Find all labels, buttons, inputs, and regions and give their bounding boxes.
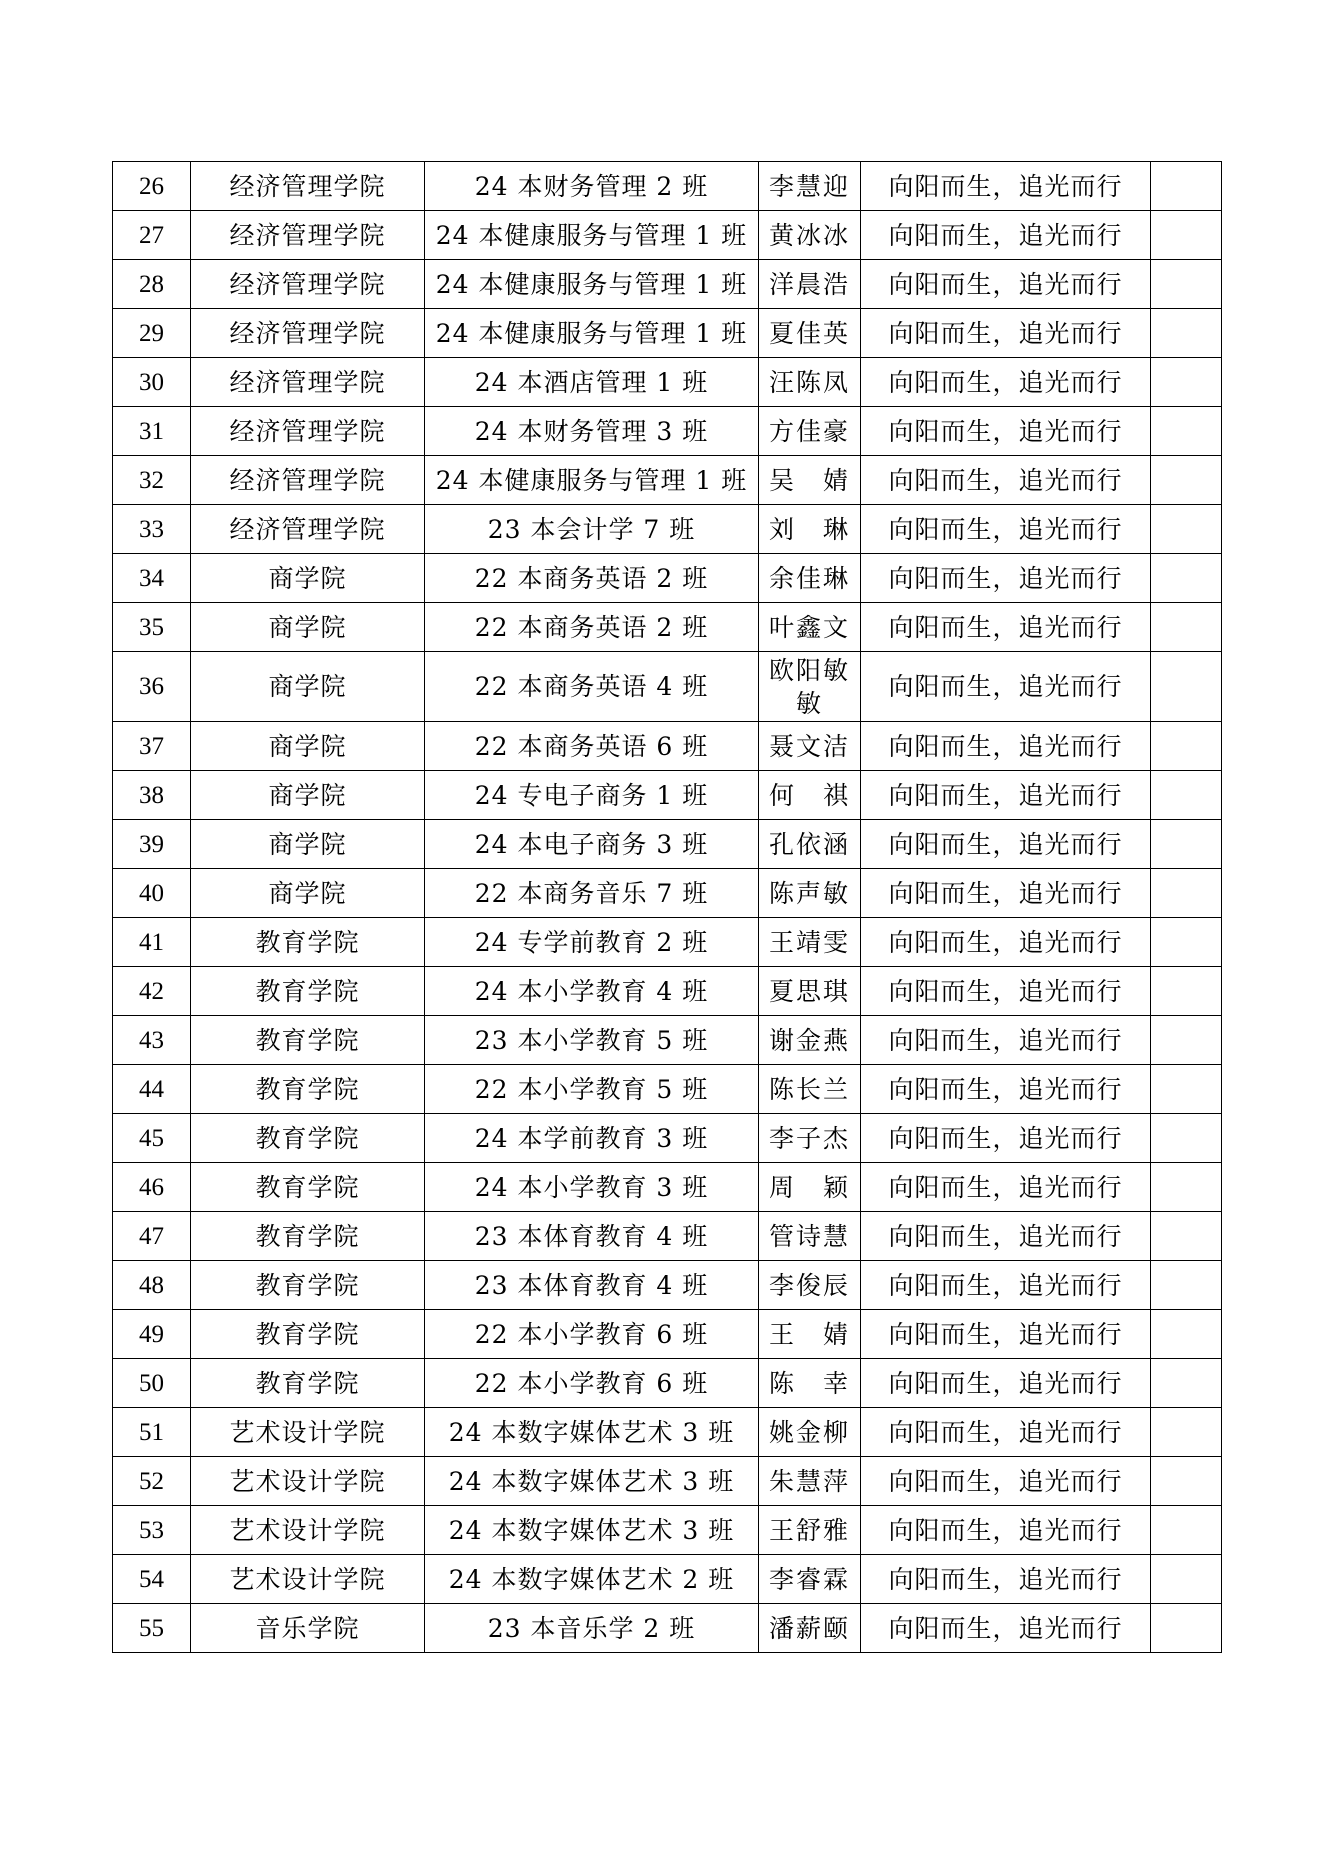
remark-cell: [1151, 456, 1222, 505]
student-name-cell: 李慧迎: [759, 162, 861, 211]
table-row: [113, 771, 1222, 820]
work-title-cell: 向阳而生，追光而行: [861, 1359, 1151, 1408]
remark-cell: [1151, 211, 1222, 260]
work-title-cell: 向阳而生，追光而行: [861, 652, 1151, 722]
class-cell: 24 本健康服务与管理 1 班: [425, 211, 759, 260]
college-cell: 商学院: [191, 722, 425, 771]
work-title-cell: 向阳而生，追光而行: [861, 1604, 1151, 1653]
row-number: 32: [113, 456, 191, 505]
work-title-cell: 向阳而生，追光而行: [861, 1261, 1151, 1310]
remark-cell: [1151, 722, 1222, 771]
class-cell: 22 本小学教育 5 班: [425, 1065, 759, 1114]
student-name-cell: 刘 琳: [759, 505, 861, 554]
row-number: 27: [113, 211, 191, 260]
row-number: 40: [113, 869, 191, 918]
row-number: 48: [113, 1261, 191, 1310]
table-row: [113, 1457, 1222, 1506]
class-cell: 24 本数字媒体艺术 3 班: [425, 1506, 759, 1555]
row-number: 53: [113, 1506, 191, 1555]
table-row: [113, 1506, 1222, 1555]
student-name-cell: 黄冰冰: [759, 211, 861, 260]
row-number: 54: [113, 1555, 191, 1604]
work-title-cell: 向阳而生，追光而行: [861, 1310, 1151, 1359]
row-number: 26: [113, 162, 191, 211]
remark-cell: [1151, 162, 1222, 211]
remark-cell: [1151, 1261, 1222, 1310]
table-row: [113, 918, 1222, 967]
class-cell: 22 本商务音乐 7 班: [425, 869, 759, 918]
student-name-cell: 孔依涵: [759, 820, 861, 869]
remark-cell: [1151, 309, 1222, 358]
row-number: 28: [113, 260, 191, 309]
class-cell: 24 专电子商务 1 班: [425, 771, 759, 820]
table-row: [113, 1359, 1222, 1408]
row-number: 38: [113, 771, 191, 820]
college-cell: 经济管理学院: [191, 505, 425, 554]
class-cell: 24 本酒店管理 1 班: [425, 358, 759, 407]
work-title-cell: 向阳而生，追光而行: [861, 771, 1151, 820]
remark-cell: [1151, 1163, 1222, 1212]
college-cell: 教育学院: [191, 918, 425, 967]
remark-cell: [1151, 1065, 1222, 1114]
class-cell: 22 本商务英语 4 班: [425, 652, 759, 722]
college-cell: 音乐学院: [191, 1604, 425, 1653]
table-row: [113, 869, 1222, 918]
table-row: [113, 1310, 1222, 1359]
remark-cell: [1151, 358, 1222, 407]
table-row: [113, 554, 1222, 603]
row-number: 31: [113, 407, 191, 456]
work-title-cell: 向阳而生，追光而行: [861, 309, 1151, 358]
row-number: 50: [113, 1359, 191, 1408]
row-number: 47: [113, 1212, 191, 1261]
work-title-cell: 向阳而生，追光而行: [861, 1457, 1151, 1506]
row-number: 39: [113, 820, 191, 869]
remark-cell: [1151, 1016, 1222, 1065]
class-cell: 24 本数字媒体艺术 2 班: [425, 1555, 759, 1604]
college-cell: 艺术设计学院: [191, 1506, 425, 1555]
row-number: 30: [113, 358, 191, 407]
work-title-cell: 向阳而生，追光而行: [861, 967, 1151, 1016]
student-name-cell: 潘薪颐: [759, 1604, 861, 1653]
table-row: [113, 1212, 1222, 1261]
table-body: [113, 162, 1222, 1653]
table-row: [113, 722, 1222, 771]
student-name-cell: 姚金柳: [759, 1408, 861, 1457]
remark-cell: [1151, 1114, 1222, 1163]
class-cell: 23 本小学教育 5 班: [425, 1016, 759, 1065]
row-number: 37: [113, 722, 191, 771]
remark-cell: [1151, 1310, 1222, 1359]
class-cell: 24 本小学教育 4 班: [425, 967, 759, 1016]
class-cell: 24 本健康服务与管理 1 班: [425, 309, 759, 358]
row-number: 44: [113, 1065, 191, 1114]
student-name-cell: 王靖雯: [759, 918, 861, 967]
row-number: 29: [113, 309, 191, 358]
remark-cell: [1151, 260, 1222, 309]
remark-cell: [1151, 1604, 1222, 1653]
remark-cell: [1151, 820, 1222, 869]
college-cell: 经济管理学院: [191, 407, 425, 456]
student-name-cell: 朱慧萍: [759, 1457, 861, 1506]
row-number: 49: [113, 1310, 191, 1359]
table-row: [113, 211, 1222, 260]
college-cell: 经济管理学院: [191, 260, 425, 309]
row-number: 52: [113, 1457, 191, 1506]
remark-cell: [1151, 1359, 1222, 1408]
student-name-cell: 王舒雅: [759, 1506, 861, 1555]
college-cell: 教育学院: [191, 1261, 425, 1310]
table-row: [113, 1261, 1222, 1310]
college-cell: 商学院: [191, 771, 425, 820]
remark-cell: [1151, 554, 1222, 603]
work-title-cell: 向阳而生，追光而行: [861, 211, 1151, 260]
row-number: 45: [113, 1114, 191, 1163]
work-title-cell: 向阳而生，追光而行: [861, 1408, 1151, 1457]
student-name-cell: 欧阳敏敏: [759, 652, 861, 722]
work-title-cell: 向阳而生，追光而行: [861, 260, 1151, 309]
table-row: [113, 603, 1222, 652]
table-row: [113, 1163, 1222, 1212]
table-row: [113, 967, 1222, 1016]
class-cell: 24 本小学教育 3 班: [425, 1163, 759, 1212]
work-title-cell: 向阳而生，追光而行: [861, 1065, 1151, 1114]
class-cell: 22 本商务英语 2 班: [425, 554, 759, 603]
table-row: [113, 1016, 1222, 1065]
table-row: [113, 407, 1222, 456]
remark-cell: [1151, 967, 1222, 1016]
table-row: [113, 1555, 1222, 1604]
remark-cell: [1151, 869, 1222, 918]
row-number: 51: [113, 1408, 191, 1457]
college-cell: 商学院: [191, 652, 425, 722]
remark-cell: [1151, 505, 1222, 554]
student-name-cell: 聂文洁: [759, 722, 861, 771]
work-title-cell: 向阳而生，追光而行: [861, 1555, 1151, 1604]
work-title-cell: 向阳而生，追光而行: [861, 722, 1151, 771]
row-number: 34: [113, 554, 191, 603]
remark-cell: [1151, 918, 1222, 967]
college-cell: 教育学院: [191, 967, 425, 1016]
class-cell: 22 本小学教育 6 班: [425, 1359, 759, 1408]
table-row: [113, 1604, 1222, 1653]
work-title-cell: 向阳而生，追光而行: [861, 1212, 1151, 1261]
table-row: [113, 358, 1222, 407]
college-cell: 商学院: [191, 869, 425, 918]
class-cell: 22 本商务英语 2 班: [425, 603, 759, 652]
student-name-cell: 方佳豪: [759, 407, 861, 456]
remark-cell: [1151, 652, 1222, 722]
table-row: [113, 820, 1222, 869]
college-cell: 教育学院: [191, 1065, 425, 1114]
row-number: 42: [113, 967, 191, 1016]
class-cell: 24 本学前教育 3 班: [425, 1114, 759, 1163]
work-title-cell: 向阳而生，追光而行: [861, 1016, 1151, 1065]
class-cell: 24 本数字媒体艺术 3 班: [425, 1408, 759, 1457]
remark-cell: [1151, 1555, 1222, 1604]
remark-cell: [1151, 1408, 1222, 1457]
student-name-cell: 李子杰: [759, 1114, 861, 1163]
work-title-cell: 向阳而生，追光而行: [861, 162, 1151, 211]
class-cell: 24 本健康服务与管理 1 班: [425, 260, 759, 309]
college-cell: 教育学院: [191, 1212, 425, 1261]
college-cell: 经济管理学院: [191, 309, 425, 358]
class-cell: 24 本电子商务 3 班: [425, 820, 759, 869]
remark-cell: [1151, 1457, 1222, 1506]
college-cell: 教育学院: [191, 1016, 425, 1065]
table-row: [113, 1408, 1222, 1457]
remark-cell: [1151, 1212, 1222, 1261]
work-title-cell: 向阳而生，追光而行: [861, 456, 1151, 505]
row-number: 43: [113, 1016, 191, 1065]
class-cell: 24 专学前教育 2 班: [425, 918, 759, 967]
college-cell: 商学院: [191, 603, 425, 652]
table-row: [113, 505, 1222, 554]
student-name-cell: 李俊辰: [759, 1261, 861, 1310]
remark-cell: [1151, 1506, 1222, 1555]
work-title-cell: 向阳而生，追光而行: [861, 358, 1151, 407]
student-name-cell: 余佳琳: [759, 554, 861, 603]
work-title-cell: 向阳而生，追光而行: [861, 1506, 1151, 1555]
student-name-cell: 管诗慧: [759, 1212, 861, 1261]
class-cell: 24 本数字媒体艺术 3 班: [425, 1457, 759, 1506]
college-cell: 商学院: [191, 554, 425, 603]
table-row: [113, 1114, 1222, 1163]
student-name-cell: 王 婧: [759, 1310, 861, 1359]
student-name-cell: 陈声敏: [759, 869, 861, 918]
work-title-cell: 向阳而生，追光而行: [861, 407, 1151, 456]
college-cell: 艺术设计学院: [191, 1408, 425, 1457]
college-cell: 教育学院: [191, 1163, 425, 1212]
table-row: [113, 456, 1222, 505]
work-title-cell: 向阳而生，追光而行: [861, 603, 1151, 652]
student-name-cell: 陈长兰: [759, 1065, 861, 1114]
work-title-cell: 向阳而生，追光而行: [861, 918, 1151, 967]
college-cell: 艺术设计学院: [191, 1555, 425, 1604]
row-number: 35: [113, 603, 191, 652]
row-number: 46: [113, 1163, 191, 1212]
class-cell: 23 本会计学 7 班: [425, 505, 759, 554]
college-cell: 艺术设计学院: [191, 1457, 425, 1506]
student-name-cell: 吴 婧: [759, 456, 861, 505]
class-cell: 22 本商务英语 6 班: [425, 722, 759, 771]
college-cell: 经济管理学院: [191, 358, 425, 407]
table-row: [113, 162, 1222, 211]
college-cell: 经济管理学院: [191, 211, 425, 260]
college-cell: 经济管理学院: [191, 162, 425, 211]
row-number: 41: [113, 918, 191, 967]
class-cell: 23 本体育教育 4 班: [425, 1212, 759, 1261]
college-cell: 经济管理学院: [191, 456, 425, 505]
college-cell: 教育学院: [191, 1359, 425, 1408]
work-title-cell: 向阳而生，追光而行: [861, 505, 1151, 554]
student-name-cell: 叶鑫文: [759, 603, 861, 652]
work-title-cell: 向阳而生，追光而行: [861, 1114, 1151, 1163]
award-list-table: [112, 161, 1222, 1653]
work-title-cell: 向阳而生，追光而行: [861, 869, 1151, 918]
college-cell: 教育学院: [191, 1310, 425, 1359]
class-cell: 24 本财务管理 3 班: [425, 407, 759, 456]
college-cell: 商学院: [191, 820, 425, 869]
college-cell: 教育学院: [191, 1114, 425, 1163]
student-name-cell: 何 祺: [759, 771, 861, 820]
remark-cell: [1151, 771, 1222, 820]
row-number: 33: [113, 505, 191, 554]
student-name-cell: 汪陈凤: [759, 358, 861, 407]
remark-cell: [1151, 407, 1222, 456]
work-title-cell: 向阳而生，追光而行: [861, 1163, 1151, 1212]
class-cell: 23 本体育教育 4 班: [425, 1261, 759, 1310]
student-name-cell: 周 颖: [759, 1163, 861, 1212]
student-name-cell: 夏佳英: [759, 309, 861, 358]
table-row: [113, 652, 1222, 722]
class-cell: 24 本财务管理 2 班: [425, 162, 759, 211]
work-title-cell: 向阳而生，追光而行: [861, 820, 1151, 869]
student-name-cell: 谢金燕: [759, 1016, 861, 1065]
row-number: 36: [113, 652, 191, 722]
student-name-cell: 李睿霖: [759, 1555, 861, 1604]
student-name-cell: 夏思琪: [759, 967, 861, 1016]
remark-cell: [1151, 603, 1222, 652]
table-row: [113, 309, 1222, 358]
work-title-cell: 向阳而生，追光而行: [861, 554, 1151, 603]
table-row: [113, 260, 1222, 309]
table-row: [113, 1065, 1222, 1114]
student-name-cell: 洋晨浩: [759, 260, 861, 309]
student-name-cell: 陈 幸: [759, 1359, 861, 1408]
row-number: 55: [113, 1604, 191, 1653]
class-cell: 22 本小学教育 6 班: [425, 1310, 759, 1359]
class-cell: 23 本音乐学 2 班: [425, 1604, 759, 1653]
class-cell: 24 本健康服务与管理 1 班: [425, 456, 759, 505]
